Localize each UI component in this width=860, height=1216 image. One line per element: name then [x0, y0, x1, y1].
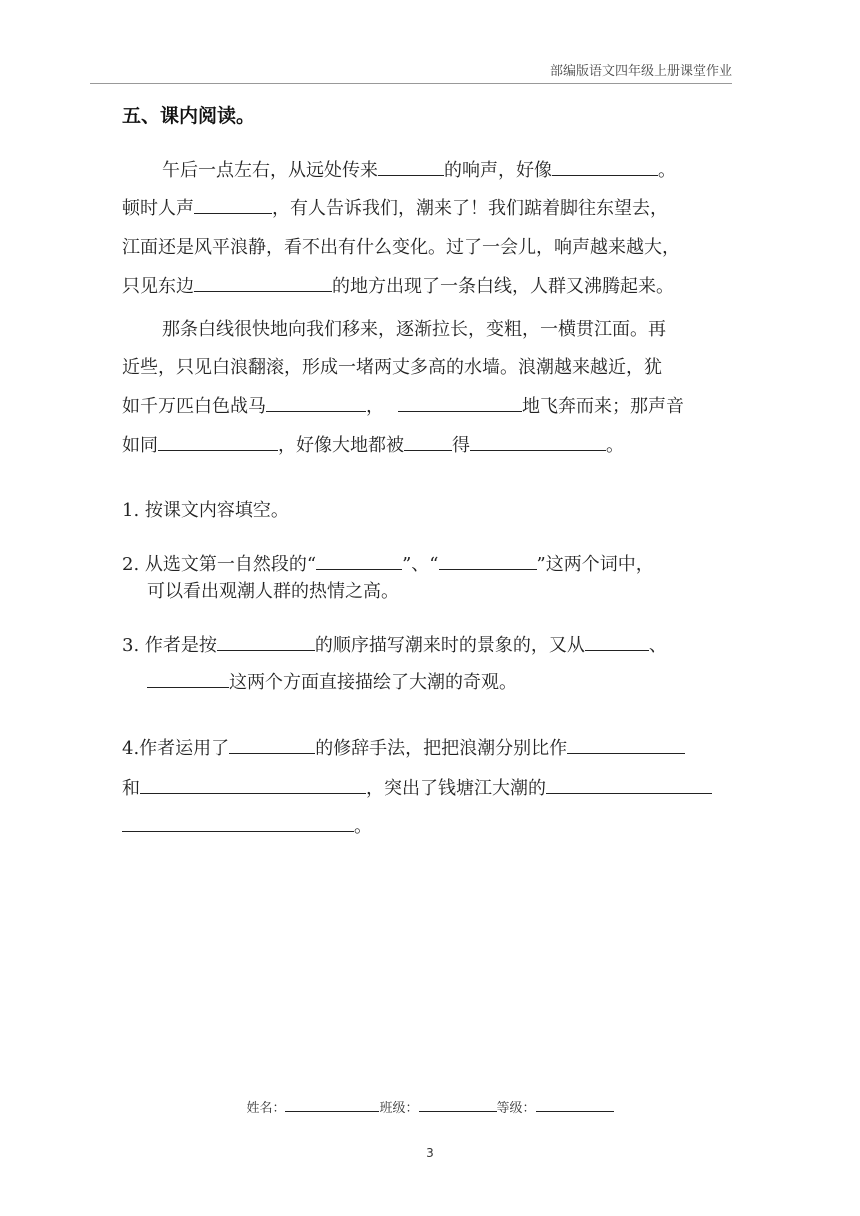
- fill-blank[interactable]: [470, 432, 606, 451]
- question-text: 和: [122, 778, 140, 799]
- passage-text: 的地方出现了一条白线，人群又沸腾起来。: [332, 276, 674, 297]
- passage-text: 午后一点左右，从远处传来: [162, 160, 378, 181]
- question-text: 。: [354, 816, 372, 837]
- passage-text: 地飞奔而来；那声音: [522, 396, 684, 417]
- class-field[interactable]: [419, 1098, 497, 1112]
- passage-text: ，好像大地都被: [278, 435, 404, 456]
- answer-blank[interactable]: [147, 669, 229, 688]
- question-text: ”、“: [402, 554, 439, 575]
- passage-text: 如同: [122, 435, 158, 456]
- passage-text: 如千万匹白色战马: [122, 396, 266, 417]
- question-2-continued: 可以看出观潮人群的热情之高。: [147, 581, 399, 602]
- question-text: 2. 从选文第一自然段的“: [122, 554, 317, 575]
- question-text: 这两个方面直接描绘了大潮的奇观。: [229, 672, 517, 693]
- passage-line: [122, 272, 674, 298]
- answer-blank[interactable]: [567, 735, 685, 754]
- answer-blank[interactable]: [229, 735, 315, 754]
- question-1: 1. 按课文内容填空。: [122, 500, 289, 521]
- question-4-continued: [122, 774, 712, 800]
- passage-text: 。: [606, 435, 624, 456]
- grade-label: 等级：: [496, 1101, 536, 1116]
- question-2: [122, 550, 654, 576]
- passage-line: 近些，只见白浪翻滚，形成一堵两丈多高的水墙。浪潮越来越近，犹: [122, 357, 662, 378]
- fill-blank[interactable]: [194, 195, 272, 214]
- question-text: ，突出了钱塘江大潮的: [366, 778, 546, 799]
- page-header: 部编版语文四年级上册课堂作业: [549, 64, 732, 79]
- question-text: 的顺序描写潮来时的景象的，又从: [314, 635, 585, 656]
- passage-line: [122, 194, 668, 220]
- fill-blank[interactable]: [158, 432, 278, 451]
- name-field[interactable]: [285, 1098, 379, 1112]
- answer-blank[interactable]: [546, 775, 712, 794]
- section-title: 五、课内阅读。: [122, 105, 256, 127]
- passage-text: 顿时人声: [122, 198, 194, 219]
- passage-text: 只见东边: [122, 276, 194, 297]
- student-info-footer: [0, 1097, 860, 1116]
- passage-text: 。: [658, 160, 676, 181]
- question-4-continued-2: [122, 812, 372, 838]
- passage-line: [122, 431, 624, 457]
- passage-text: 的响声，好像: [444, 160, 552, 181]
- answer-blank[interactable]: [316, 551, 402, 570]
- question-4: [122, 734, 685, 760]
- fill-blank[interactable]: [404, 432, 452, 451]
- passage-text: 得: [452, 435, 470, 456]
- question-3-continued: [147, 668, 517, 694]
- fill-blank[interactable]: [398, 393, 522, 412]
- answer-blank[interactable]: [439, 551, 537, 570]
- fill-blank[interactable]: [552, 157, 658, 176]
- fill-blank[interactable]: [266, 393, 366, 412]
- passage-line: 江面还是风平浪静，看不出有什么变化。过了一会儿，响声越来越大，: [122, 237, 680, 258]
- answer-blank[interactable]: [217, 632, 315, 651]
- page-number: 3: [426, 1146, 434, 1160]
- question-text: 、: [648, 635, 667, 656]
- answer-blank[interactable]: [140, 775, 366, 794]
- question-text: ”这两个词中，: [536, 554, 654, 575]
- header-divider: [90, 83, 732, 84]
- question-text: 的修辞手法，把把浪潮分别比作: [315, 738, 568, 759]
- question-text: 3. 作者是按: [122, 635, 217, 656]
- answer-blank[interactable]: [122, 813, 354, 832]
- answer-blank[interactable]: [585, 632, 649, 651]
- fill-blank[interactable]: [194, 273, 332, 292]
- passage-text: ，: [366, 396, 384, 417]
- class-label: 班级：: [379, 1101, 419, 1116]
- passage-line: [122, 392, 684, 418]
- grade-field[interactable]: [536, 1098, 614, 1112]
- fill-blank[interactable]: [378, 157, 444, 176]
- question-text: 4.作者运用了: [122, 738, 230, 759]
- name-label: 姓名：: [246, 1101, 286, 1116]
- question-3: [122, 631, 667, 657]
- passage-line: [162, 156, 676, 182]
- passage-line: 那条白线很快地向我们移来，逐渐拉长，变粗，一横贯江面。再: [162, 319, 666, 340]
- passage-text: ，有人告诉我们，潮来了！我们踮着脚往东望去，: [272, 198, 668, 219]
